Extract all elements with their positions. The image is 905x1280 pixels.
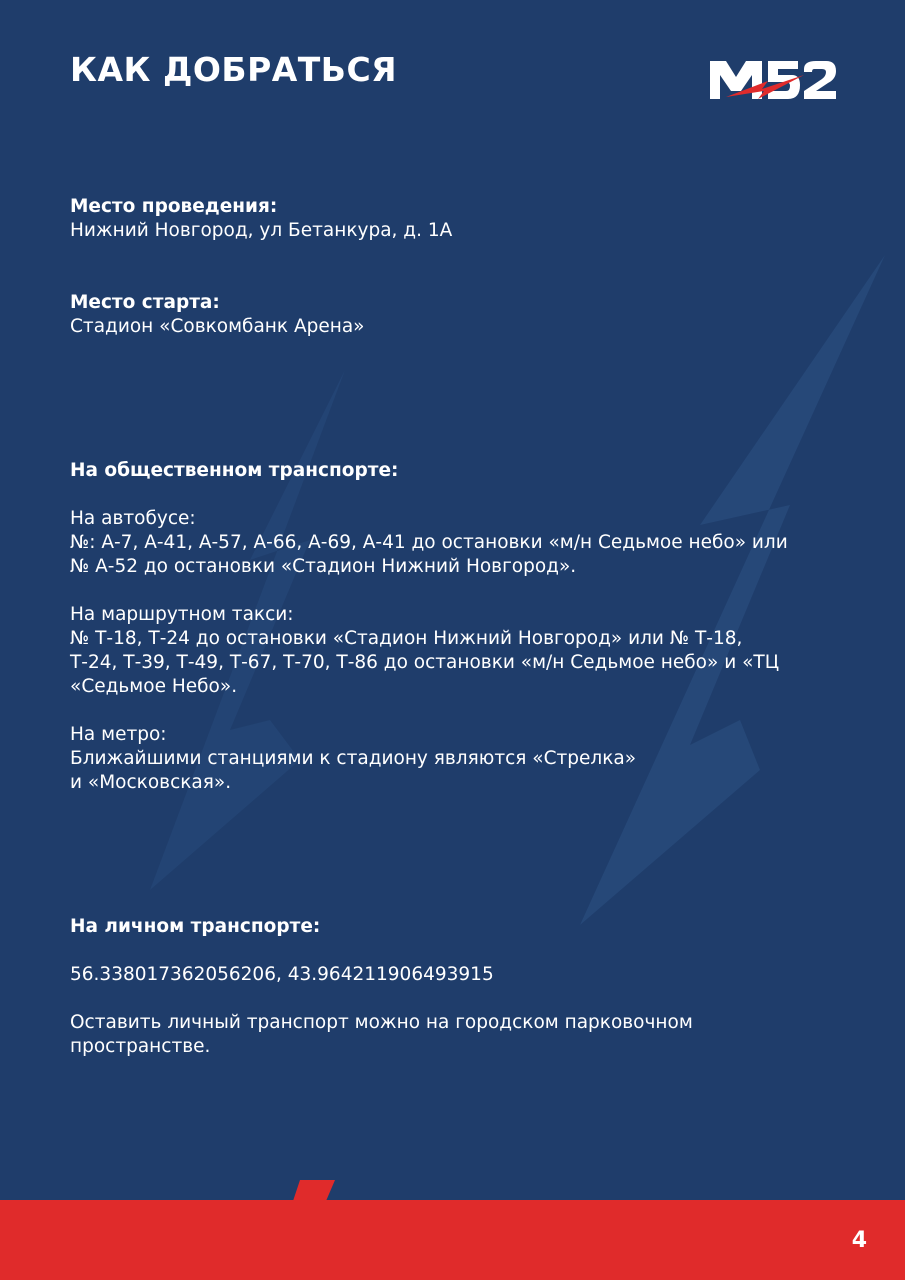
taxi-route-line: «Седьмое Небо». — [70, 676, 238, 697]
gps-coordinates: 56.338017362056206, 43.964211906493915 — [70, 964, 494, 985]
bus-label: На автобусе: — [70, 508, 196, 529]
metro-info-line: и «Московская». — [70, 772, 232, 793]
metro-info-line: Ближайшими станциями к стадиону являются «Стрелка» — [70, 748, 637, 769]
m52-logo — [708, 55, 838, 101]
content-section — [70, 195, 850, 1059]
parking-info-line: Оставить личный транспорт можно на городском парковочном — [70, 1012, 693, 1033]
public-transport-heading: На общественном транспорте: — [70, 460, 399, 481]
private-transport-heading: На личном транспорте: — [70, 916, 321, 937]
taxi-route-line: № Т-18, Т-24 до остановки «Стадион Нижний Новгород» или № Т-18, — [70, 628, 743, 649]
start-location: Стадион «Совкомбанк Арена» — [70, 316, 365, 337]
taxi-label: На маршрутном такси: — [70, 604, 294, 625]
parking-info-line: пространстве. — [70, 1036, 211, 1057]
page-number: 4 — [851, 1228, 867, 1253]
taxi-route-line: Т-24, Т-39, Т-49, Т-67, Т-70, Т-86 до остановки «м/н Седьмое небо» и «ТЦ — [70, 652, 780, 673]
metro-label: На метро: — [70, 724, 167, 745]
venue-address: Нижний Новгород, ул Бетанкура, д. 1А — [70, 220, 453, 241]
bus-route-line: №: А-7, А-41, А-57, А-66, А-69, А-41 до остановки «м/н Седьмое небо» или — [70, 532, 788, 553]
footer-bar — [0, 1200, 905, 1280]
bus-route-line: № А-52 до остановки «Стадион Нижний Новгород». — [70, 556, 577, 577]
start-label: Место старта: — [70, 292, 220, 313]
page-title: КАК ДОБРАТЬСЯ — [70, 50, 398, 89]
venue-label: Место проведения: — [70, 196, 278, 217]
